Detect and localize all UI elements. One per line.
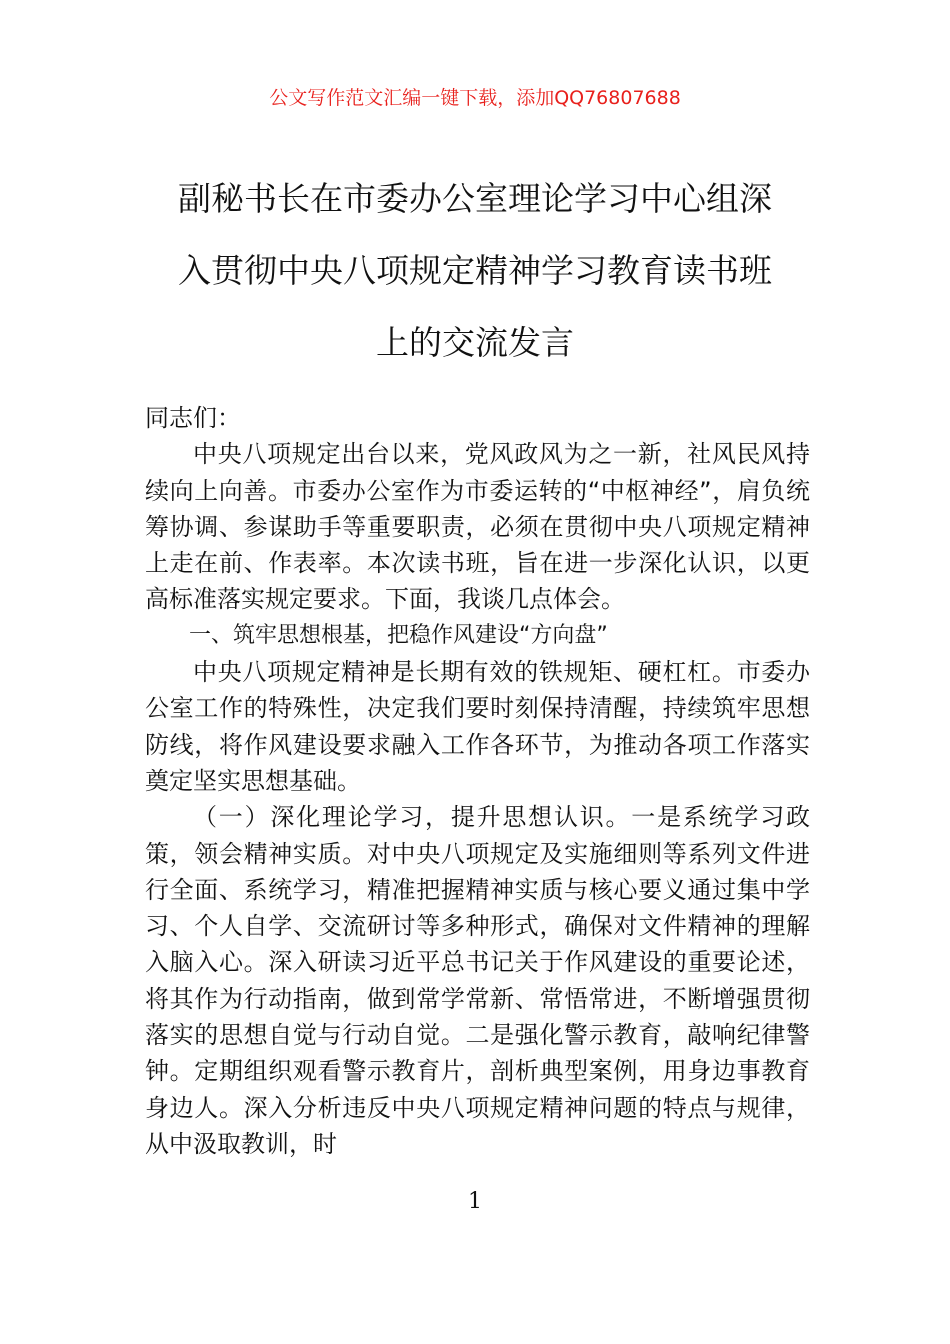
page-number: 1 — [468, 1189, 482, 1214]
document-title — [145, 163, 805, 379]
paragraph-section-1: 中央八项规定精神是长期有效的铁规矩、硬杠杠。市委办公室工作的特殊性，决定我们要时刻保持清醒，持续筑牢思想防线，将作风建设要求融入工作各环节，为推动各项工作落实奠定坚实思想基础。 — [145, 658, 810, 795]
section-heading-1: 一、筑牢思想根基，把稳作风建设“方向盘” — [189, 622, 608, 648]
title-line-2: 入贯彻中央八项规定精神学习教育读书班 — [178, 251, 772, 290]
salutation: 同志们： — [145, 404, 241, 432]
title-line-1: 副秘书长在市委办公室理论学习中心组深 — [178, 179, 772, 218]
document-body — [145, 400, 810, 1162]
title-line-3: 上的交流发言 — [376, 323, 574, 362]
paragraph-intro: 中央八项规定出台以来，党风政风为之一新，社风民风持续向上向善。市委办公室作为市委运转的“中枢神经”，肩负统筹协调、参谋助手等重要职责，必须在贯彻中央八项规定精神上走在前、作表率。本次读书班，旨在进一步深化认识，以更高标准落实规定要求。下面，我谈几点体会。 — [145, 440, 810, 614]
download-banner: 公文写作范文汇编一键下载，添加QQ76807688 — [269, 87, 681, 109]
paragraph-subsection-1: （一）深化理论学习，提升思想认识。一是系统学习政策，领会精神实质。对中央八项规定及实施细则等系列文件进行全面、系统学习，精准把握精神实质与核心要义通过集中学习、个人自学、交流研讨等多种形式，确保对文件精神的理解入脑入心。深入研读习近平总书记关于作风建设的重要论述，将其作为行动指南，做到常学常新、常悟常进，不断增强贯彻落实的思想自觉与行动自觉。二是强化警示教育，敲响纪律警钟。定期组织观看警示教育片，剖析典型案例，用身边事教育身边人。深入分析违反中央八项规定精神问题的特点与规律，从中汲取教训，时 — [145, 803, 810, 1158]
